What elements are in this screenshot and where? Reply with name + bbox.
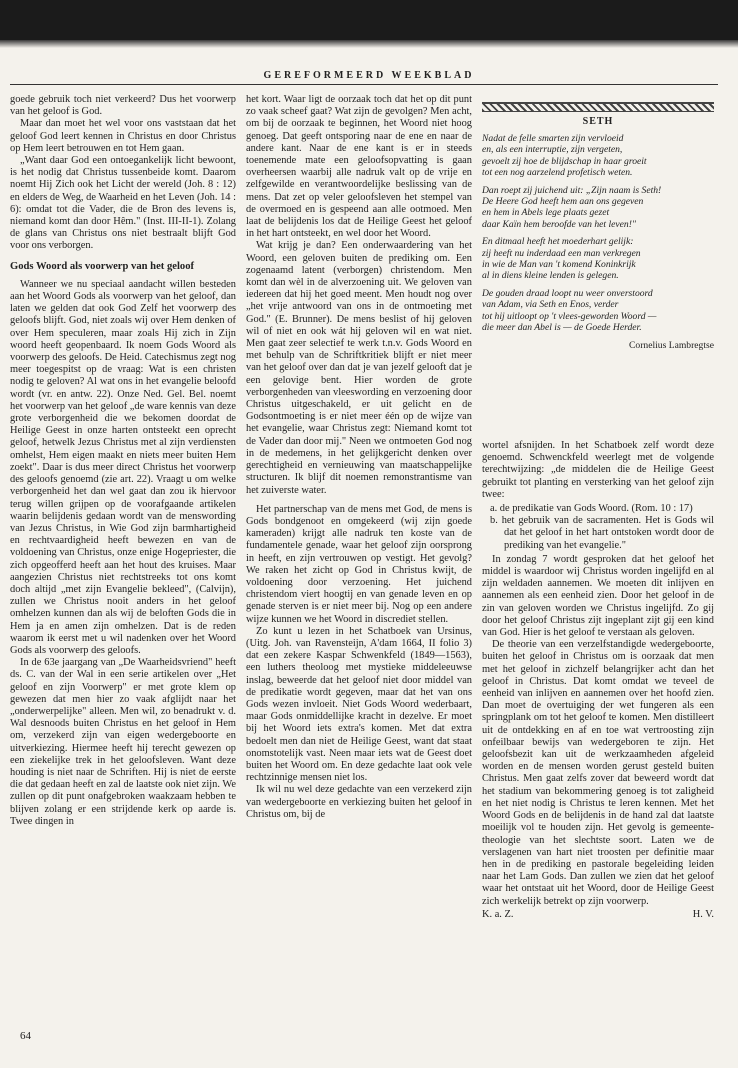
poem-line: Nadat de felle smarten zijn vervloeid bbox=[482, 133, 624, 144]
paragraph: In zondag 7 wordt gesproken dat het geloof het middel is waardoor wij Christus worden ingelijfd en al zijn weldaden aannemen. We moeten dit inlijven en aannemen als een eenheid zien. Door het geloof in de zin van geloven worden we Christus ingelijfd. Zo gij door het geloof Christus zijt ingeplant zijt gij een kind van God. Hier is het geloof te verstaan als geloven. bbox=[482, 553, 714, 639]
paragraph: In de 63e jaargang van „De Waarheidsvriend" heeft ds. C. van der Wal in een serie artikelen over „Het geloof en zijn Voorwerp" er met grote klem op gewezen dat men hier zo vaak afglijdt naar het „onderwerpelijke" alleen. Men wil, zo benadrukt v. d. Wal desnoods buiten Christus en het geloof in Hem om, verzekerd zijn van eigen wedergeboorte en uitverkiezing. Hiermee heeft hij terecht gewezen op een ziekelijke trek in het geloofsleven. Want deze houding is niet naar de Schriften. Hij is niet de eerste die dat gedaan heeft en zal de laatste ook niet zijn. We zullen op dit punt onafgebroken waakzaam hebben te blijven zolang er een strijdende kerk op aarde is. Twee dingen in bbox=[10, 657, 236, 827]
signature-line bbox=[482, 909, 714, 921]
running-header: GEREFORMEERD WEEKBLAD bbox=[263, 70, 475, 81]
column-3 bbox=[482, 440, 714, 1020]
header-rule bbox=[10, 84, 718, 85]
section-heading: Gods Woord als voorwerp van het geloof bbox=[10, 260, 195, 272]
scan-top-edge bbox=[0, 0, 738, 40]
paragraph: De theorie van een verzelfstandigde wedergeboorte, buiten het geloof in Christus om is oorzaak dat men met het geloof in zichzelf belangrijker acht dan het geloof in Christus. Dat komt omdat we teveel de eenheid van inlijven en aannemen over het hoofd zien. Dan moet de overtuiging der wet fungeren als een springplank om tot het geloof te komen. Men distilleert uit de ontdekking en af en toe wat vertroosting zijn onfeilbaar bewijs van wedergeboren te zijn. Het geloofsbezit kan uit de werkzaamheden afgeleid worden en de mensen worden gerust gesteld buiten Christus. Men gaat zelfs zover dat beweerd wordt dat het stadium van bekommering genoeg is tot zaligheid en het niet nodig is Christus te leren kennen. Met het Woord Gods en de belijdenis in de hand zal dat laatste moeilijk vol te houden zijn. Het gevolg is gemeente-theologie van het slechtste soort. Laten we de verslagenen van hart niet troosten per definitie maar hen in de prediking en pastorale begeleiding leiden naar het Lam Gods. Dan zullen we zien dat het geloof waar het ontstaat uit het Woord, door de Heilige Geest zich werkelijk betrekt op zijn voorwerp. bbox=[482, 639, 714, 907]
poem-box bbox=[482, 96, 714, 351]
paragraph: Ik wil nu wel deze gedachte van een verzekerd zijn van wedergeboorte en verkiezing buiten het geloof in Christus om, bij de bbox=[246, 784, 472, 820]
signature-right: H. V. bbox=[692, 908, 714, 920]
column-1 bbox=[10, 94, 236, 1014]
poem-line: En ditmaal heeft het moederhart gelijk: bbox=[482, 236, 634, 248]
poem-line: en hem in Abels lege plaats gezet bbox=[482, 207, 610, 219]
poem-line: in wie de Man van 't komend Koninkrijk bbox=[482, 259, 636, 271]
poem-line: zij heeft nu inderdaad een man verkregen bbox=[482, 247, 641, 259]
poem-line: De gouden draad loopt nu weer onverstoord bbox=[482, 287, 653, 299]
paragraph: wortel afsnijden. In het Schatboek zelf wordt deze genoemd. Schwenckfeld weerlegt met de volgende terechtwijzing: „de middelen die de Heilige Geest gebruikt tot planting en versterking van het geloof zijn twee: bbox=[482, 440, 714, 500]
poem-author: Cornelius Lambregtse bbox=[629, 339, 714, 351]
poem-title: SETH bbox=[582, 116, 614, 127]
signature-left: K. a. Z. bbox=[482, 908, 514, 920]
scan-shadow bbox=[0, 40, 738, 48]
ornamental-border bbox=[482, 102, 714, 112]
column-2 bbox=[246, 94, 472, 1014]
paragraph: het kort. Waar ligt de oorzaak toch dat het op dit punt zo vaak scheef gaat? Wat zijn de gevolgen? Men acht, om bij de oorzaak te beginnen, het Woord niet hoog genoeg. Dat geeft ontsporing naar de ene en naar de andere kant. Naar de ene kant is er in steeds toenemende mate een geloofsopvatting is gaan overheersen waarbij alle nadruk valt op de vrije en zelfgewilde en verantwoordelijke beslissing van de mens. Dat zet op veler geloofsleven het stempel van de overmoed en is gespeend aan alle ootmoed. Men laat de belijdenis los dat de Heilige Geest het geloof in het hart ontsteekt, en wel door het Woord. bbox=[246, 94, 472, 240]
poem-line: Dan roept zij juichend uit: „Zijn naam is Seth! bbox=[482, 184, 662, 196]
poem-line: daar Kaïn hem beroofde van het leven!" bbox=[482, 218, 636, 230]
paragraph: Het partnerschap van de mens met God, de mens is Gods bondgenoot en omgekeerd (wij zijn goede kameraden) krijgt alle nadruk ten koste van de fundamentele genade, waar het geloof zijn oorsprong in heeft, en zijn vertrouwen op vestigt. Het gevolg? We raken het zicht op God in Christus kwijt, de voldoening door verzoening. Het juichend christendom viert hoogtij en van genade leven en op genade sterven is er niet meer bij. Nog op een andere wijze kunnen we het Woord in discrediet stellen. bbox=[246, 503, 472, 625]
poem-line: gevoelt zij hoe de blijdschap in haar groeit bbox=[482, 155, 647, 167]
paragraph: goede gebruik toch niet verkeerd? Dus het voorwerp van het geloof is God. bbox=[10, 94, 236, 118]
paragraph: „Want daar God een ontoegankelijk licht bewoont, is het nodig dat Christus tussenbeide komt. Daarom noemt Hij Zich ook het Licht der wereld (Joh. 8 : 12) en elders de Weg, de Waarheid en het Leven (Joh. 14 : 6): omdat tot die Vader, die de Bron des levens is, niemand komt dan door Hêm." (Inst. III-II-1). Zolang de glans van Christus ons niet bestraalt blijft God voor ons verborgen. bbox=[10, 155, 236, 252]
enumerated-list bbox=[482, 503, 714, 552]
poem-line: De Heere God heeft hem aan ons gegeven bbox=[482, 196, 644, 208]
poem-line: en, als een interruptie, zijn vergeten, bbox=[482, 144, 623, 156]
paragraph: Zo kunt u lezen in het Schatboek van Ursinus, (Uitg. Joh. van Ravensteijn, A'dam 1664, II folio 3) dat een zekere Kaspar Schwenkfeld (1849—1563), een luthers theoloog met mystieke middeleeuwse inslag, beweerde dat het geloof niet door middel van de predikatie wordt gegeven, maar dat het van ons Gods wezen invloeit. Niet Gods Woord wederbaart, maar Gods onmiddellijke kracht in dezelve. Er moet bij het Woord iets extra's komen. Met dat extra bedoelt men dan niet de Heilige Geest, want dat staat onomstotelijk vast. Neen maar iets wat de Geest doet buiten het Woord om. En deze gedachte laat ook vele rechtzinnige mensen niet los. bbox=[246, 625, 472, 784]
paragraph: Wat krijg je dan? Een onderwaardering van het Woord, een geloven buiten de prediking om. Een zogenaamd latent (verborgen) christendom. Men komt dan wèl in de alverzoening uit. We geloven van iedereen dat hij het goed meent. Men houdt nog over „het vrije antwoord van ons in de ontmoeting met God." (E. Brunner). De mens beslist of hij geloven wil of niet en ook wát hij geloven wil en wat niet. Men gaat zeer selectief te werk t.n.v. Gods Woord en met behulp van de Schriftkritiek blijft er niet meer van het geloof over dan dat je van jezelf gelooft dat je een gelovige bent. Hier worden de grote verborgenheden van vleeswording en verzoening door Christus uitgeschakeld, er uit gelicht en de Godsontmoeting is er niet meer één op de wijze van het evangelie, waar Christus zegt: Niemand komt tot de Vader dan door mij." Neen we ontmoeten God nog in de medemens, in het gelijkgericht denken over gerechtigheid en vernieuwing van maatschappelijke structuren. Ik blijf dit noemen remonstrantisme van het zuiverste water. bbox=[246, 240, 472, 496]
poem-stanza bbox=[482, 133, 714, 179]
poem-line: die meer dan Abel is — de Goede Herder. bbox=[482, 322, 642, 334]
poem-line: tot hij uitloopt op 't vlees-geworden Woord — bbox=[482, 310, 657, 322]
poem-line: tot een nog aarzelend profetisch weten. bbox=[482, 167, 633, 179]
poem-line: van Adam, via Seth en Enos, verder bbox=[482, 299, 619, 311]
poem-stanza bbox=[482, 185, 714, 231]
poem-stanza bbox=[482, 288, 714, 334]
page-number: 64 bbox=[20, 1030, 31, 1042]
poem-stanza bbox=[482, 236, 714, 282]
list-item: a. de predikatie van Gods Woord. (Rom. 10 : 17) bbox=[490, 503, 693, 515]
paragraph: Wanneer we nu speciaal aandacht willen besteden aan het Woord Gods als voorwerp van het geloof, dan laten we gelden dat ook God Zelf het voorwerp des geloofs blijft. God, niet zoals wij over Hem denken of over Hem speculeren, maar zoals Hij zich in Zijn woord heeft geopenbaard. Ik noem Gods Woord als voorwerp des geloofs. De Heid. Catechismus zegt nog meer toegespitst op de vraag: Wat is een christen nodig te geloven? Al wat ons in het evangelie beloofd wordt (vr. en antw. 22). Onze Ned. Gel. Bel. noemt het voorwerp van het geloof „de ware kennis van deze grote verborgenheid die we bekomen doordat de Heilige Geest in onze harten ontsteekt een oprecht geloof, hetwelk Jezus Christus met al zijn verdiensten omhelst, Hem eigen maakt en niets meer buiten Hem zoekt". Daar is dus meer direct Christus het voorwerp des geloofs genoemd (zie art. 22). Vraagt u om welke verborgenheid het dan wel gaat dan zou ik hiervoor terug willen grijpen op de voorafgaande artikelen waarin belijdenis gedaan wordt van de menswording van Jezus Christus, in Wie God zijn barmhartigheid en rechtvaardigheid heeft bewezen en van de voldoening van Christus, onze enige Hogepriester, die zich opgeofferd heeft aan het hout des kruises. Maar aangezien Christus niet rechtstreeks tot ons komt doch altijd „met zijn Evangelie bekleed", (Calvijn), zullen we Christus nooit anders in het geloof omhelzen kunnen dan als wij de beloften Gods die in Hem ja en amen zijn omhelzen. Dat is de reden waarom ik eerst met u wil nadenken over het Woord Gods als voorwerp des geloofs. bbox=[10, 278, 236, 656]
poem-line: al in diens kleine lenden is gelegen. bbox=[482, 270, 619, 282]
list-item: b. het gebruik van de sacramenten. Het is Gods wil dat het geloof in het hart ontstoken wordt door de prediking van het evangelie." bbox=[490, 515, 714, 551]
paragraph: Maar dan moet het wel voor ons vaststaan dat het geloof God leert kennen in Christus en door Christus op Hem leert betrouwen en tot Hem gaan. bbox=[10, 118, 236, 154]
